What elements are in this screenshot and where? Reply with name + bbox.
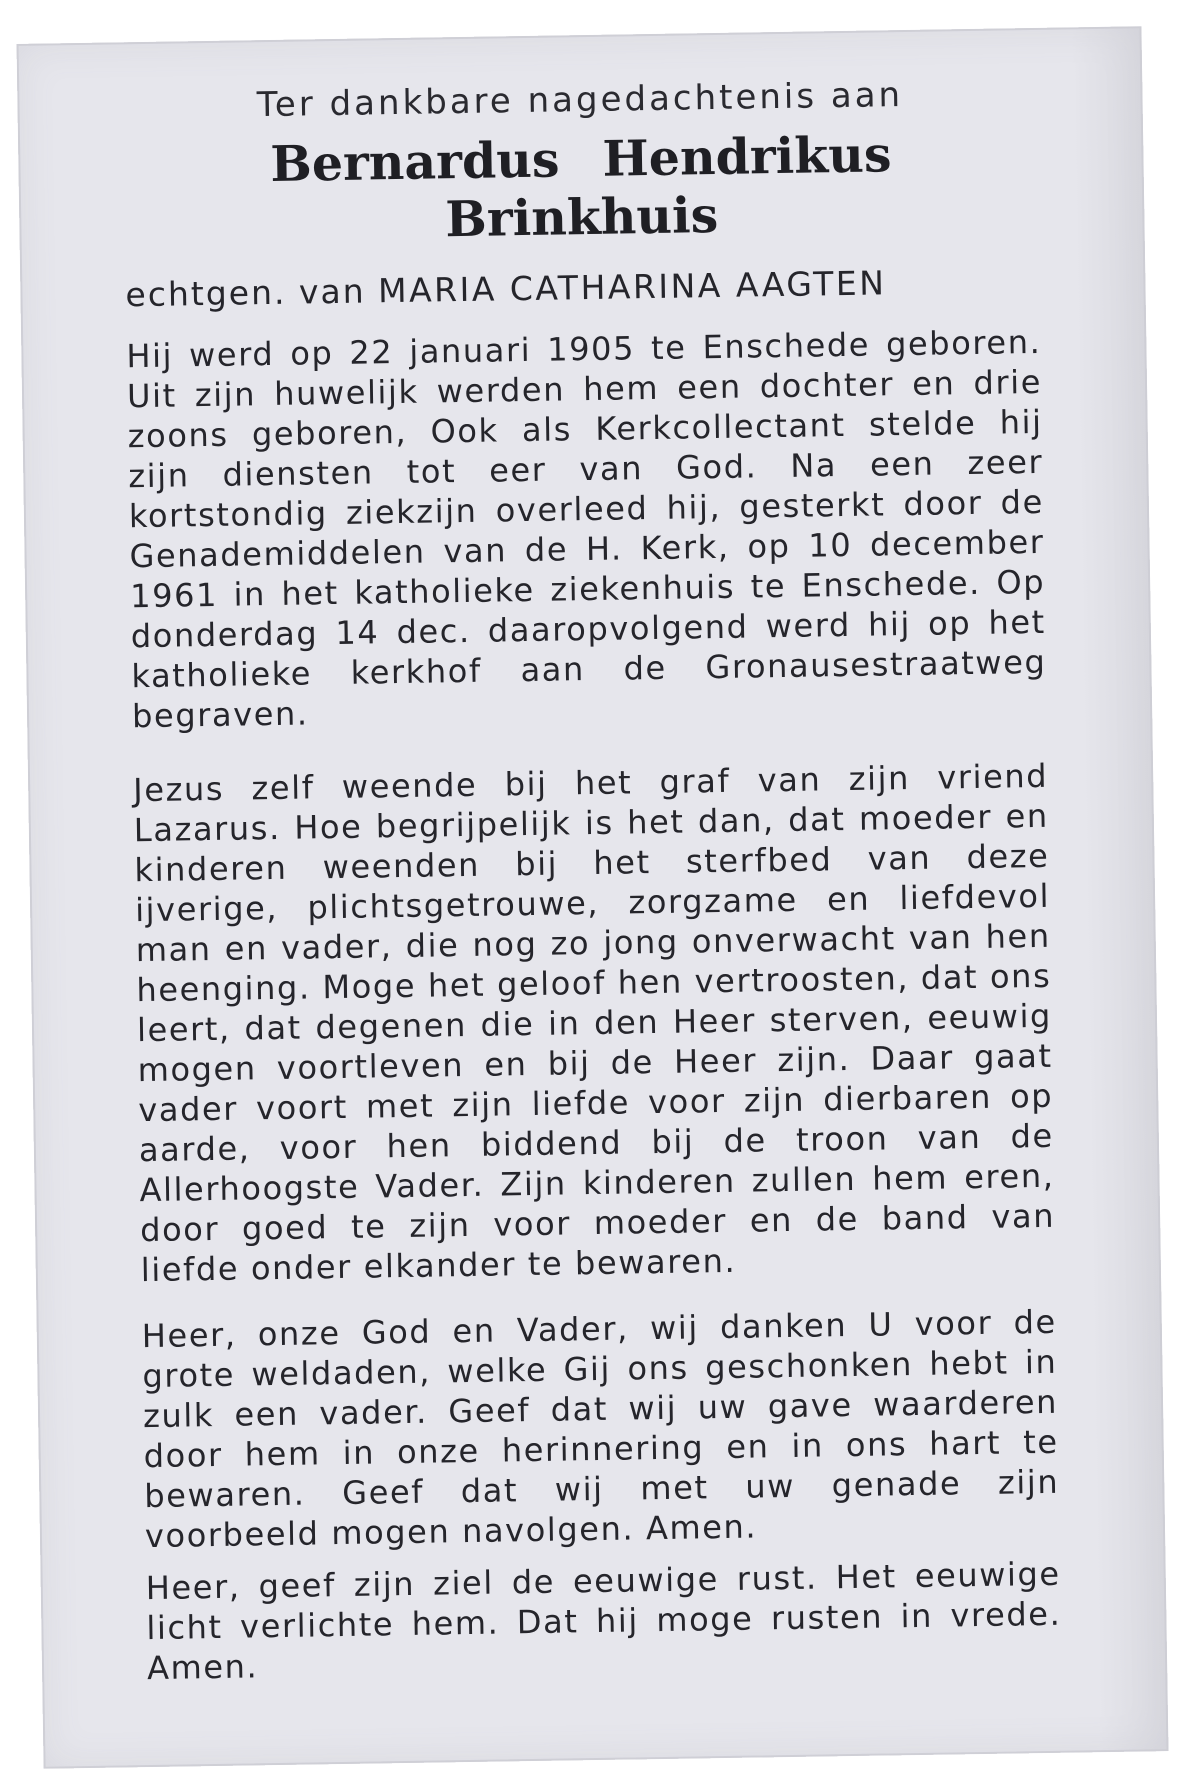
spouse-name: MARIA CATHARINA AAGTEN	[377, 263, 887, 311]
intro-line: Ter dankbare nagedachtenis aan	[256, 75, 904, 126]
memorial-card	[17, 26, 1169, 1768]
biography-paragraph: Hij werd op 22 januari 1905 te Enschede geboren. Uit zijn huwelijk werden hem een dochter en drie zoons geboren, Ook als Kerkcollectant stelde hij zijn diensten tot eer van God. Na een zeer kortstondig ziekzijn overleed hij, gesterkt door de Genademiddelen van de H. Kerk, op 10 december 1961 in het katholieke ziekenhuis te Enschede. Op donderdag 14 dec. daaropvolgend werd hij op het katholieke kerkhof aan de Gronausestraatweg begraven.	[126, 322, 1047, 736]
spouse-prefix: echtgen. van	[125, 271, 366, 315]
spouse-line	[125, 261, 1040, 314]
closing-prayer-paragraph: Heer, geef zijn ziel de eeuwige rust. Het eeuwige licht verlichte hem. Dat hij moge rusten in vrede. Amen.	[145, 1554, 1062, 1688]
reflection-paragraph: Jezus zelf weende bij het graf van zijn vriend Lazarus. Hoe begrijpelijk is het dan, dat moeder en kinderen weenden bij het sterfbed van deze ijverige, plichtsgetrouwe, zorgzame en liefdevol man en vader, die nog zo jong onverwacht van hen heenging. Moge het geloof hen vertroosten, dat ons leert, dat degenen die in den Heer sterven, eeuwig mogen voortleven en bij de Heer zijn. Daar gaat vader voort met zijn liefde voor zijn dierbaren op aarde, voor hen biddend bij de troon van de Allerhoogste Vader. Zijn kinderen zullen hem eren, door goed te zijn voor moeder en de band van liefde onder elkander te bewaren.	[132, 756, 1056, 1290]
deceased-name: Bernardus Hendrikus Brinkhuis	[269, 125, 892, 249]
prayer-paragraph: Heer, onze God en Vader, wij danken U voor de grote weldaden, welke Gij ons geschonken hebt in zulk een vader. Geef dat wij uw gave waarderen door hem in onze herinnering en in ons hart te bewaren. Geef dat wij met uw genade zijn voorbeeld mogen navolgen. Amen.	[141, 1302, 1060, 1556]
card-content	[122, 73, 1062, 1688]
